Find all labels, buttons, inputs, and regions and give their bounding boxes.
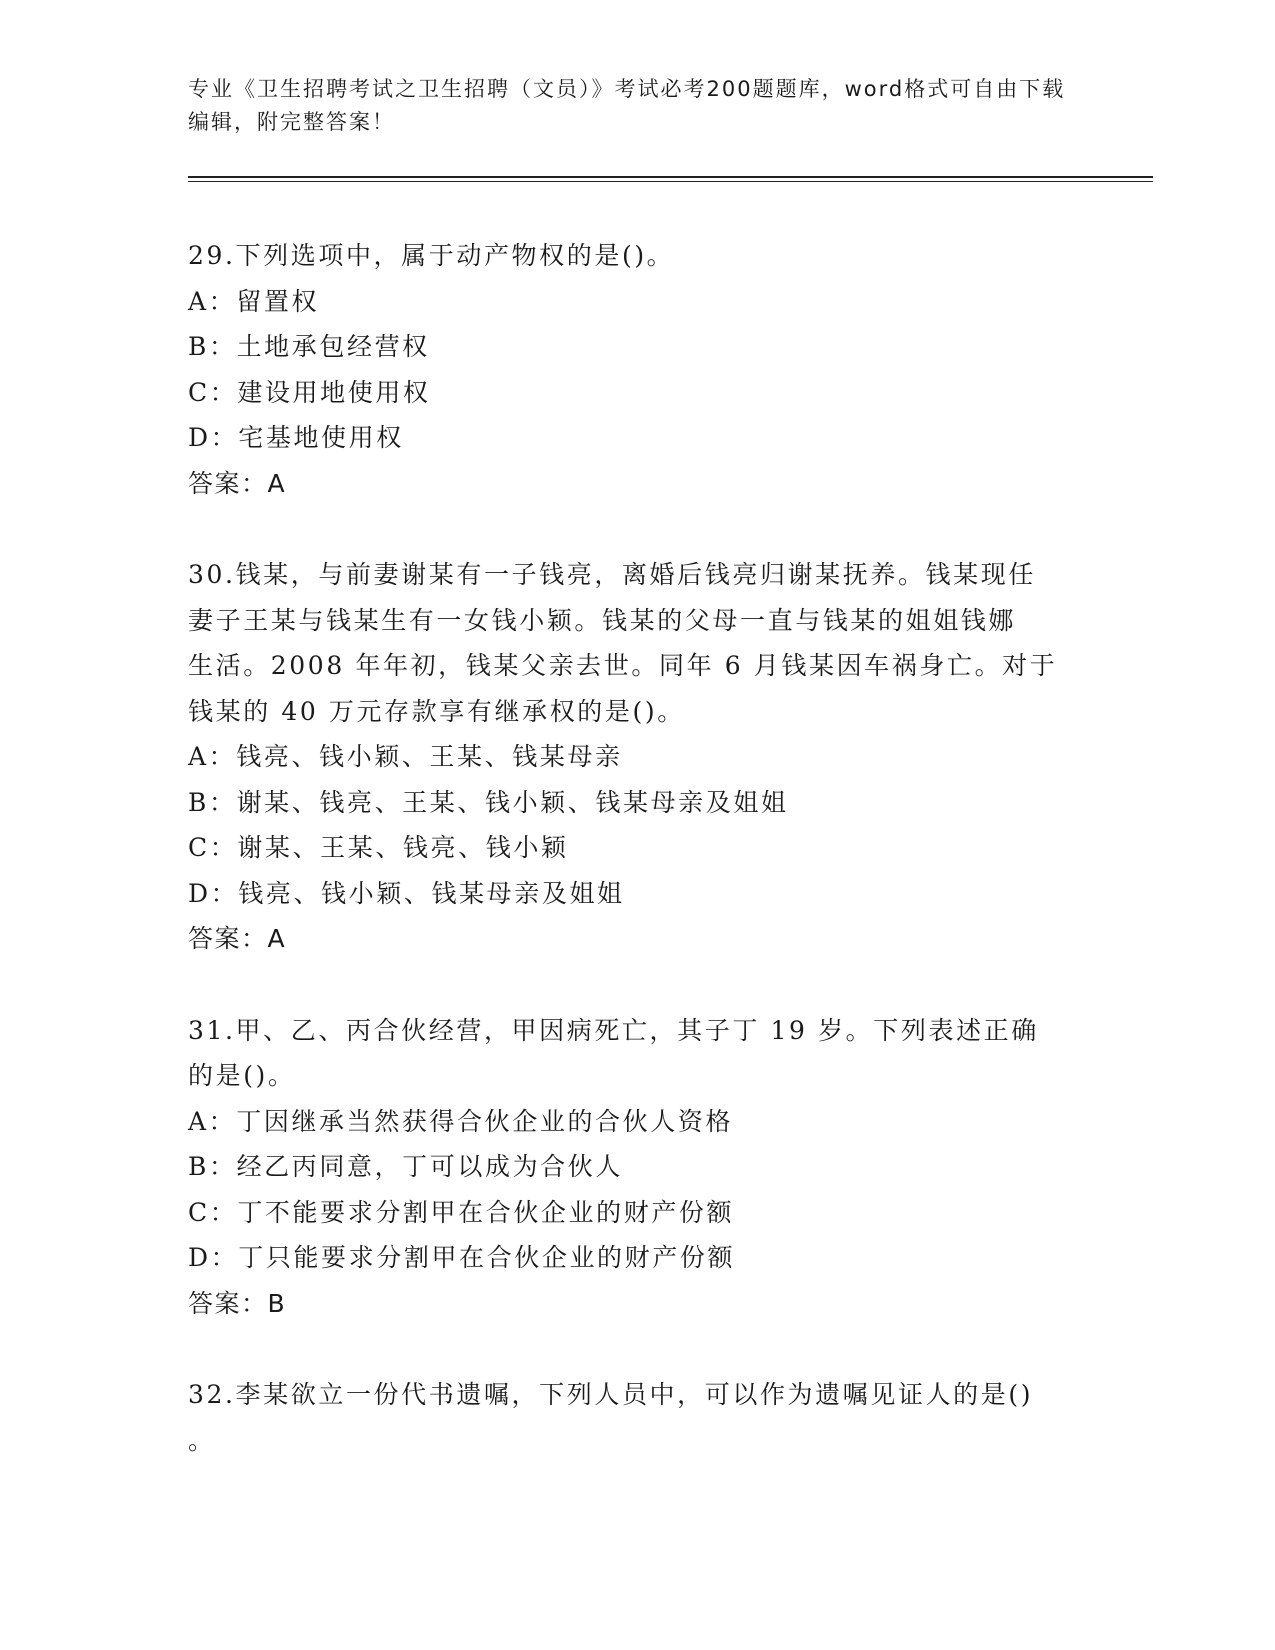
option-c: C：谢某、王某、钱亮、钱小颖: [188, 833, 569, 862]
option-b: B：谢某、钱亮、王某、钱小颖、钱某母亲及姐姐: [188, 787, 789, 817]
answer-label: 答案：A: [188, 924, 287, 953]
question-31: [188, 1008, 1068, 1327]
question-30: [188, 552, 1068, 962]
option-a: A：丁因继承当然获得合伙企业的合伙人资格: [188, 1106, 734, 1136]
answer-label: 答案：A: [188, 468, 287, 498]
question-text: 30.钱某，与前妻谢某有一子钱亮，离婚后钱亮归谢某抚养。钱某现任 妻子王某与钱某生有一女钱小颖。钱某的父母一直与钱某的姐姐钱娜 生活。2008 年年初，钱某父亲去世。同年 6 月钱某因车祸身亡。对于 钱某的 40 万元存款享有继承权的是()。: [188, 560, 1058, 726]
option-d: D：丁只能要求分割甲在合伙企业的财产份额: [188, 1243, 736, 1272]
option-d: D：宅基地使用权: [188, 423, 404, 452]
option-d: D：钱亮、钱小颖、钱某母亲及姐姐: [188, 878, 625, 908]
question-text: 29.下列选项中，属于动产物权的是()。: [188, 241, 675, 270]
option-c: C：建设用地使用权: [188, 377, 431, 407]
option-a: A：钱亮、钱小颖、王某、钱某母亲: [188, 742, 623, 771]
option-a: A：留置权: [188, 286, 320, 316]
option-c: C：丁不能要求分割甲在合伙企业的财产份额: [188, 1197, 735, 1227]
question-32: [188, 1372, 1068, 1463]
page-header: 专业《卫生招聘考试之卫生招聘（文员）》考试必考200题题库，word格式可自由下载编辑，附完整答案！: [188, 77, 1066, 134]
header-rule-thick: [188, 176, 1153, 178]
question-text: 32.李某欲立一份代书遗嘱，下列人员中，可以作为遗嘱见证人的是() 。: [188, 1380, 1034, 1455]
answer-label: 答案：B: [188, 1288, 287, 1318]
option-b: B：土地承包经营权: [188, 332, 430, 361]
header-rule-thin: [188, 181, 1153, 182]
question-29: [188, 233, 1068, 506]
option-b: B：经乙丙同意，丁可以成为合伙人: [188, 1152, 623, 1181]
question-list: [188, 233, 1068, 1509]
question-text: 31.甲、乙、丙合伙经营，甲因病死亡，其子丁 19 岁。下列表述正确 的是()。: [188, 1015, 1039, 1090]
